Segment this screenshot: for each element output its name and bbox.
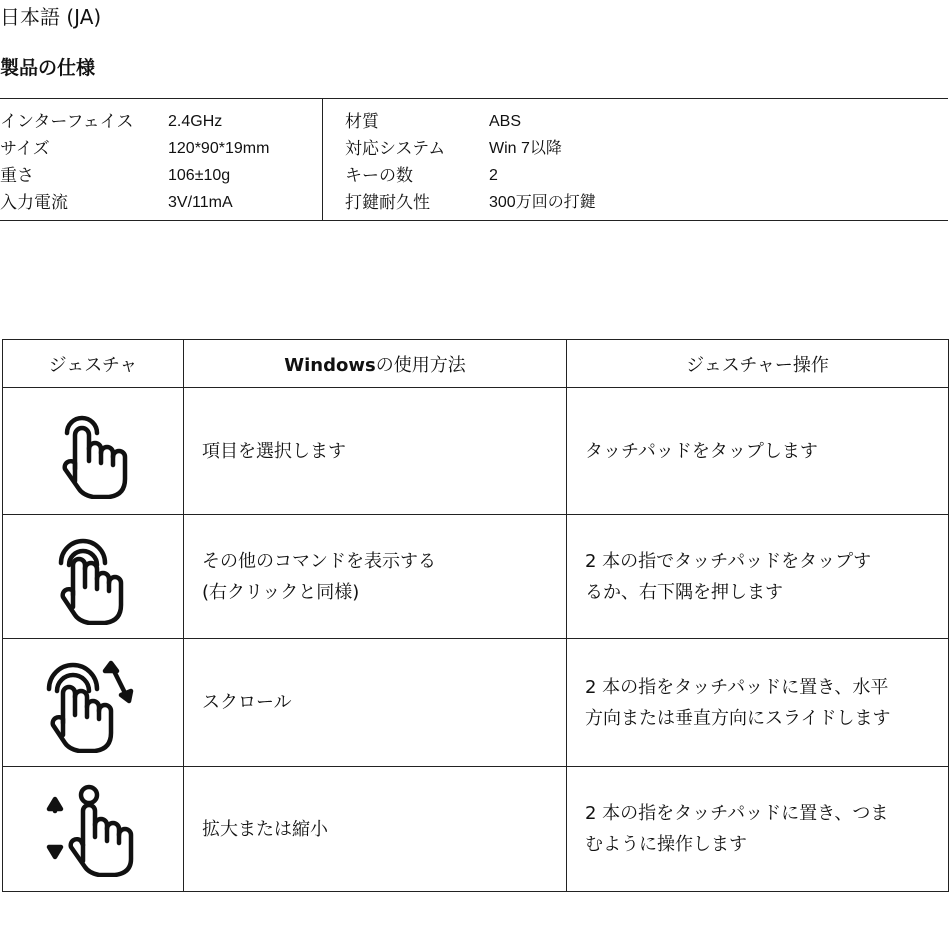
language-label: 日本語 (JA) <box>0 5 102 29</box>
operation-line: 方向または垂直方向にスライドします <box>585 707 891 729</box>
header-windows-usage <box>184 340 567 388</box>
windows-usage-line: 項目を選択します <box>202 440 346 462</box>
table-row <box>3 639 949 767</box>
gesture-icon-cell <box>3 515 184 639</box>
operation-line: 2 本の指をタッチパッドに置き、つま <box>585 803 889 824</box>
spec-label: 材質 <box>345 112 379 132</box>
spec-value: Win 7以降 <box>489 140 562 157</box>
windows-usage-line: 拡大または縮小 <box>202 818 328 840</box>
spec-value: 120*90*19mm <box>168 140 270 157</box>
table-row <box>3 515 949 639</box>
spec-value: ABS <box>489 113 522 130</box>
spec-divider <box>322 99 323 220</box>
operation-line: 2 本の指をタッチパッドに置き、水平 <box>585 676 889 698</box>
gesture-icon-cell <box>3 767 184 892</box>
spec-table <box>0 98 948 221</box>
operation-cell <box>567 639 949 767</box>
spec-label: 重さ <box>0 166 34 186</box>
operation-line: 2 本の指でタッチパッドをタップす <box>585 550 872 572</box>
pinch-zoom-icon <box>43 781 143 877</box>
operation-cell <box>567 767 949 892</box>
table-row <box>3 767 949 892</box>
windows-usage-cell <box>184 515 567 639</box>
spec-value: 2.4GHz <box>168 113 223 130</box>
header-gesture: ジェスチャ <box>3 340 184 388</box>
header-windows-bold: Windows <box>284 354 376 376</box>
spec-label: キーの数 <box>345 166 413 186</box>
gesture-table-header <box>3 340 949 388</box>
spec-label: 打鍵耐久性 <box>345 193 430 213</box>
two-finger-tap-icon <box>53 529 133 625</box>
gesture-icon-cell <box>3 388 184 515</box>
operation-line: タッチパッドをタップします <box>585 440 818 462</box>
spec-value: 2 <box>489 167 498 184</box>
windows-usage-cell <box>184 639 567 767</box>
windows-usage-line: スクロール <box>202 692 292 713</box>
header-windows-rest: の使用方法 <box>375 354 466 376</box>
spec-value: 3V/11mA <box>168 194 233 211</box>
operation-cell <box>567 388 949 515</box>
spec-value: 106±10g <box>168 167 231 184</box>
spec-label: インターフェイス <box>0 112 134 132</box>
gesture-table <box>2 339 949 892</box>
windows-usage-line: その他のコマンドを表示する <box>202 550 436 572</box>
spec-heading: 製品の仕様 <box>0 57 96 79</box>
one-finger-tap-icon <box>53 403 133 499</box>
windows-usage-line: (右クリックと同様) <box>202 581 360 603</box>
spec-value: 300万回の打鍵 <box>489 194 596 211</box>
spec-label: サイズ <box>0 139 50 159</box>
spec-label: 入力電流 <box>0 193 68 213</box>
operation-cell <box>567 515 949 639</box>
two-finger-scroll-icon <box>45 653 141 753</box>
operation-line: むように操作します <box>585 834 747 855</box>
header-operation: ジェスチャー操作 <box>567 340 949 388</box>
windows-usage-cell <box>184 388 567 515</box>
windows-usage-cell <box>184 767 567 892</box>
table-row <box>3 388 949 515</box>
spec-label: 対応システム <box>345 139 446 159</box>
operation-line: るか、右下隅を押します <box>585 581 783 603</box>
gesture-icon-cell <box>3 639 184 767</box>
